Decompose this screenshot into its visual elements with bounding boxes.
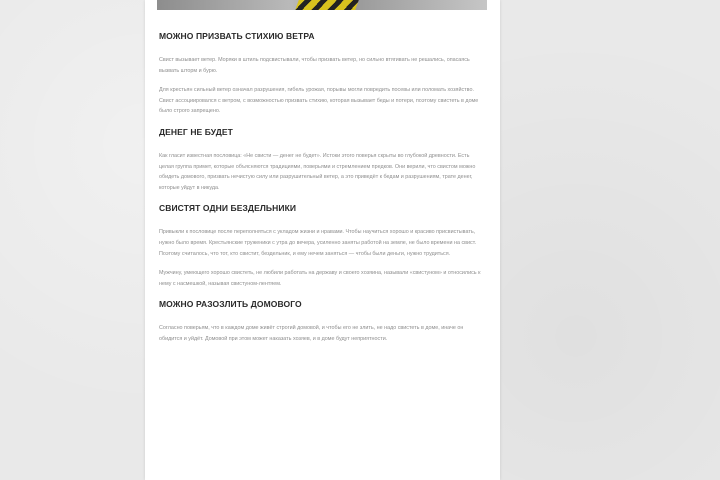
- section-heading: ДЕНЕГ НЕ БУДЕТ: [159, 126, 233, 137]
- section-paragraph: Мужчину, умеющего хорошо свистеть, не любили работать на державу и своего хозяина, называли «свистуном» и относились к нему с насмешкой, называя свистуном-лентяем.: [159, 270, 481, 287]
- section-idlers: [159, 202, 485, 289]
- section-paragraph: Для крестьян сильный ветер означал разрушения, гибель урожая, порывы могли повредить посевы или поломать хозяйство. Свист ассоциировался с ветром, с возможностью призвать стихию, которая вызывает беды и потери, поэтому свистеть в доме было строго запрещено.: [159, 87, 479, 115]
- article-card: [145, 0, 500, 480]
- section-paragraph: Свист вызывает ветер. Моряки в штиль подсвистывали, чтобы призвать ветер, но сильно втягивать не решались, опасаясь вызвать шторм и бурю.: [159, 57, 470, 74]
- section-wind: [159, 30, 485, 117]
- section-money: [159, 126, 485, 193]
- section-domovoy: [159, 298, 485, 344]
- section-heading: МОЖНО РАЗОЗЛИТЬ ДОМОВОГО: [159, 299, 302, 310]
- section-paragraph: Привыкли к пословице после переполняться с укладом жизни и нравами. Чтобы научиться хорошо и красиво присвистывать, нужно было время. Крестьянские труженики с утра до вечера, усиленно заняты работой на земле, не было времени на свист. Поэтому считалось, что тот, кто свистит, бездельник, и ему нечем заняться — чтобы были деньги, нужно трудиться.: [159, 229, 477, 257]
- article-content: [159, 30, 485, 354]
- section-heading: СВИСТЯТ ОДНИ БЕЗДЕЛЬНИКИ: [159, 203, 297, 214]
- section-paragraph: Как гласит известная пословица: «Не свисти — денег не будет». Истоки этого поверья скрыты во глубокой древности. Есть целая группа примет, которые объясняются традициями, поверьями и стремлением предков. Они верили, что свистом можно обидеть домового, призвать нечистую силу или разрушительный ветер, а это приведёт к бедам и разрушениям, трате денег, которые уйдут в никуда.: [159, 152, 476, 191]
- section-heading: МОЖНО ПРИЗВАТЬ СТИХИЮ ВЕТРА: [159, 31, 315, 41]
- hero-image-stripe: [293, 0, 361, 10]
- section-paragraph: Согласно поверьям, что в каждом доме живёт строгий домовой, и чтобы его не злить, не надо свистеть в доме, иначе он обидится и уйдёт. Домовой при этом может наказать хозяев, и в доме будут неприятности.: [159, 325, 464, 342]
- hero-image: [157, 0, 487, 10]
